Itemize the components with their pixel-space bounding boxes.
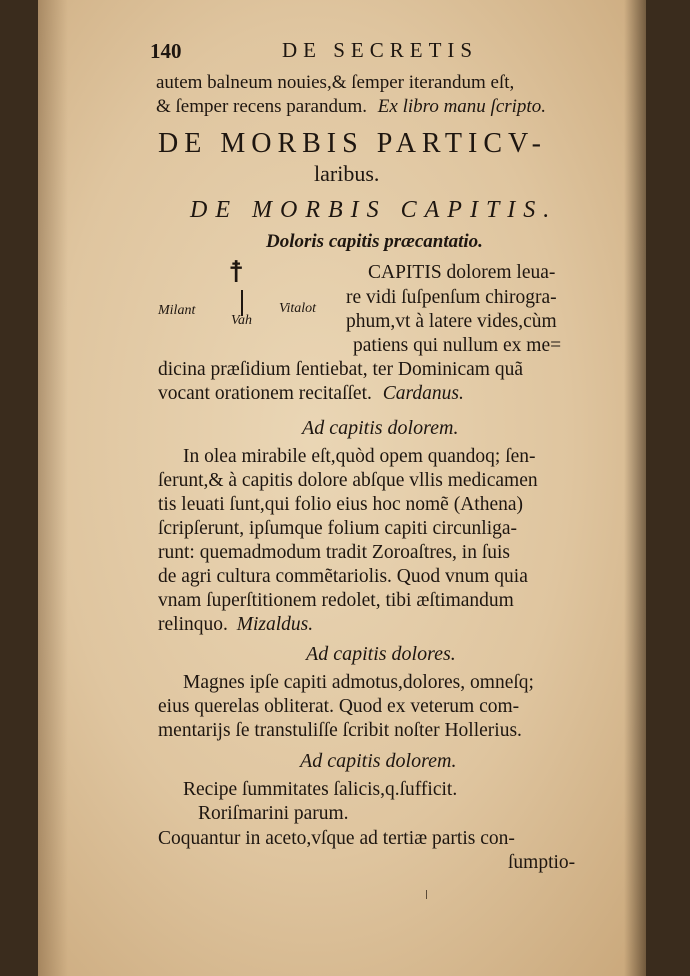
text-line: dicina præſidium ſentiebat, ter Dominicam quã [158,359,523,380]
text-fragment: relinquo. [158,614,228,635]
double-cross-icon: ☨ [228,255,245,290]
recipe-heading: Ad capitis dolores. [306,643,456,665]
text-line: Magnes ipſe capiti admotus,dolores, omneſq; [183,672,534,693]
amulet-right-label: Vitalot [279,301,317,316]
text-line: CAPITIS dolorem leua- [368,262,556,283]
text-line: runt: quemadmodum tradit Zoroaſtres, in ſuis [158,542,511,563]
text-line [156,97,546,116]
text-fragment: vocant orationem recitaſſet. [158,383,372,404]
recipe-heading: Ad capitis dolorem. [300,750,457,772]
text-line: autem balneum nouies,& ſemper iterandum eſt, [156,72,515,93]
text-line [158,615,313,635]
ink-mark [426,890,427,899]
text-fragment: & ſemper recens parandum. [156,96,368,117]
amulet-center-label: Vah [231,313,252,328]
text-line: re vidi ſuſpenſum chirogra- [346,287,557,308]
amulet-left-label: Milant [158,303,196,318]
text-line: Roriſmarini parum. [198,803,349,824]
book-page [38,0,646,976]
running-title: DE SECRETIS [282,38,479,62]
text-line: patiens qui nullum ex me= [353,335,562,356]
text-line: ſumptio- [508,852,576,873]
text-line: tis leuati ſunt,qui folio eius hoc nomẽ (Athena) [158,494,524,515]
text-line: In olea mirabile eſt,quòd opem quandoq; ſen- [183,446,536,467]
recipe-heading: Ad capitis dolorem. [302,417,459,439]
text-line: vnam ſuperſtitionem redolet, tibi æſtimandum [158,590,514,611]
text-line: de agri cultura commẽtariolis. Quod vnum quia [158,566,528,587]
page-number: 140 [150,39,182,63]
recipe-heading: Doloris capitis præcantatio. [266,231,483,252]
section-title-continuation: laribus. [314,161,380,186]
page-gutter-shadow [38,0,68,976]
page-edge-shadow [624,0,646,976]
text-line: Recipe ſummitates ſalicis,q.ſufficit. [183,779,458,800]
text-line: mentarijs ſe transtuliſſe ſcribit noſter Hollerius. [158,720,522,741]
text-line: phum,vt à latere vides,cùm [346,311,557,332]
author-citation: Cardanus. [382,383,464,404]
author-citation: Mizaldus. [236,614,314,635]
text-line: ſcripſerunt, ipſumque folium capiti circunliga- [158,518,518,539]
source-citation: Ex libro manu ſcripto. [377,96,546,117]
subsection-title: DE MORBIS CAPITIS. [190,197,558,223]
text-line: Coquantur in aceto,vſque ad tertiæ partis con- [158,828,515,849]
text-line: ſerunt,& à capitis dolore abſque vllis medicamen [158,470,538,491]
text-line [158,384,464,404]
text-line: eius querelas obliterat. Quod ex veterum com- [158,696,520,717]
section-title: DE MORBIS PARTICV- [158,128,547,159]
